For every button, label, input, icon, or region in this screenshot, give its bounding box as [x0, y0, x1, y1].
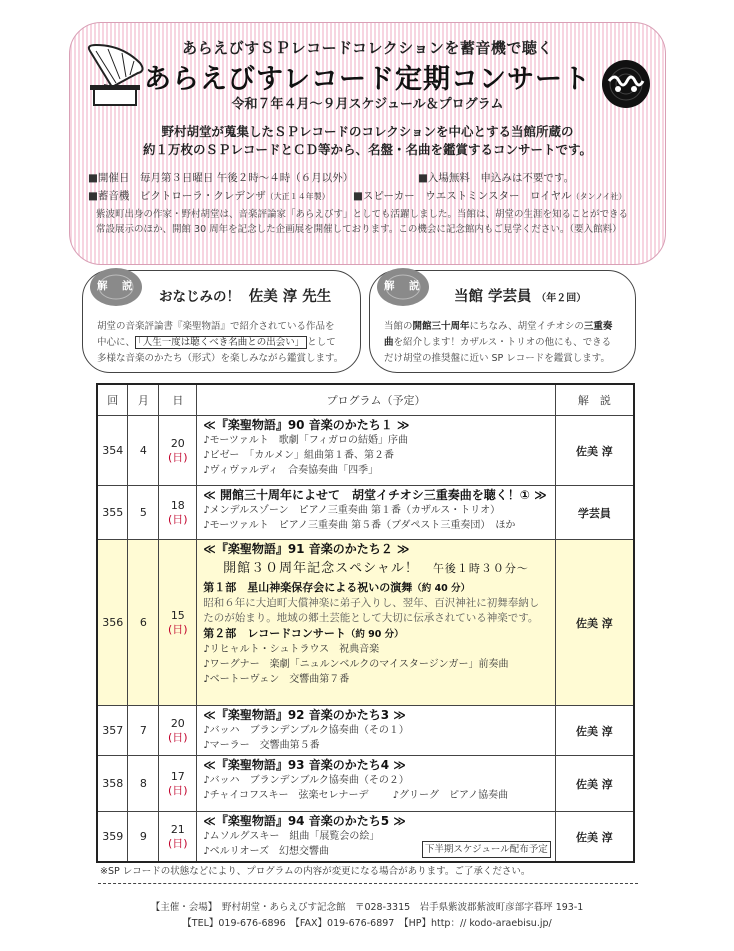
- row-month: 5: [128, 486, 159, 540]
- row-commentator: 佐美 淳: [555, 756, 634, 812]
- info-fee: ■入場無料 申込みは不要です。: [418, 172, 575, 184]
- header-month: 月: [128, 384, 159, 416]
- flyer-notice: 下半期スケジュール配布予定: [422, 841, 551, 858]
- commentary-badge: 解 説: [97, 280, 135, 292]
- weekday: (日): [168, 450, 188, 464]
- program-item: ♪バッハ ブランデンブルク協奏曲（その２）: [203, 775, 409, 786]
- concert-title: あらえびすレコード定期コンサート: [144, 64, 591, 95]
- desc-line-b: [384, 335, 623, 351]
- header-commentary: 解 説: [555, 384, 634, 416]
- row-month: 6: [128, 540, 159, 706]
- footnote: ※SP レコードの状態などにより、プログラムの内容が変更になる場合があります。ご了承ください。: [100, 866, 531, 877]
- table-row: [97, 812, 634, 863]
- lead-text: [110, 123, 625, 159]
- row-commentator: 佐美 淳: [555, 416, 634, 486]
- desc-b1: 中心に、: [97, 337, 136, 348]
- special-banner: [203, 561, 548, 576]
- row-program: [197, 416, 555, 486]
- day-number: 20: [170, 716, 185, 730]
- program-title: ≪『楽聖物語』90 音楽のかたち１ ≫: [203, 418, 410, 432]
- commentary-badge: 解 説: [384, 280, 422, 292]
- desc-b1: 曲: [384, 337, 394, 348]
- program-item: ♪ヴィヴァルディ 合奏協奏曲「四季」: [203, 465, 379, 476]
- desc-b2: を紹介します！カザルス・トリオの他にも、できる: [393, 337, 612, 348]
- table-row: [97, 416, 634, 486]
- program-item: ♪ビゼー 「カルメン」組曲第１番、第２番: [203, 450, 394, 461]
- name-prefix: おなじみの！: [159, 289, 240, 305]
- curator-frequency: （年２回）: [536, 293, 587, 304]
- program-item: ♪モーツァルト ピアノ三重奏曲 第５番（ブダペスト三重奏団） ほか: [203, 520, 516, 531]
- part1-desc: たのが始まり。地域の郷土芸能として大切に伝承されている神楽です。: [203, 612, 539, 624]
- lead-line-1: 野村胡堂が蒐集したＳＰレコードのコレクションを中心とする当館所蔵の: [161, 124, 574, 139]
- header-no: 回: [97, 384, 128, 416]
- desc-a1: 当館の: [384, 321, 413, 332]
- curator-title: 当館 学芸員: [454, 289, 532, 305]
- desc-line-c: 多様な音楽のかたち（形式）を楽しみながら鑑賞します。: [97, 353, 344, 364]
- row-no: 357: [97, 706, 128, 756]
- row-no: 354: [97, 416, 128, 486]
- table-row-special: [97, 540, 634, 706]
- row-month: 8: [128, 756, 159, 812]
- program-title: ≪『楽聖物語』94 音楽のかたち5 ≫: [203, 814, 406, 828]
- program-item: ♪バッハ ブランデンブルク協奏曲（その１）: [203, 725, 409, 736]
- row-day: [159, 416, 197, 486]
- contact-info: 【TEL】019-676-6896 【FAX】019-676-6897 【HP】http：// kodo-araebisu.jp/: [182, 918, 552, 929]
- row-day: [159, 486, 197, 540]
- desc-highlight: 「人生一度は聴くべき名曲との出会い」: [135, 336, 307, 349]
- row-day: [159, 540, 197, 706]
- row-program: [197, 812, 555, 863]
- host-info: 【主催・会場】 野村胡堂・あらえびす記念館 〒028-3315 岩手県紫波郡紫波町彦部字暮坪 193-1: [150, 902, 584, 913]
- day-number: 20: [170, 436, 185, 450]
- table-row: [97, 756, 634, 812]
- info-row-1: [88, 170, 575, 185]
- program-item: ♪ベートーヴェン 交響曲第７番: [203, 674, 350, 685]
- program-table: [96, 383, 635, 863]
- program-item: ♪ワーグナー 楽劇「ニュルンベルクのマイスタージンガー」前奏曲: [203, 659, 509, 670]
- program-item: ♪マーラー 交響曲第５番: [203, 740, 320, 751]
- info-speaker: ■スピーカー ウエストミンスター ロイヤル: [353, 190, 572, 202]
- special-label: 開館３０周年記念スペシャル！: [223, 561, 419, 576]
- program-title: ≪ 開館三十周年によせて 胡堂イチオシ三重奏曲を聴く！① ≫: [203, 488, 547, 502]
- table-row: [97, 486, 634, 540]
- museum-note: [96, 207, 647, 237]
- schedule-line: 令和７年４月～９月スケジュール＆プログラム: [231, 97, 504, 112]
- day-number: 21: [170, 822, 185, 836]
- row-month: 7: [128, 706, 159, 756]
- program-item-line: [203, 788, 548, 803]
- row-program: [197, 706, 555, 756]
- part-2: [203, 626, 548, 642]
- weekday: (日): [168, 730, 188, 744]
- weekday: (日): [168, 622, 188, 636]
- special-time: 午後１時３０分～: [432, 562, 529, 575]
- desc-b3: として: [307, 337, 336, 348]
- row-program: [197, 486, 555, 540]
- row-no: 355: [97, 486, 128, 540]
- program-item: ♪ムソルグスキー 組曲「展覧会の絵」: [203, 831, 380, 842]
- weekday: (日): [168, 836, 188, 850]
- program-item: ♪メンデルスゾーン ピアノ三重奏曲 第１番（カザルス・トリオ）: [203, 505, 501, 516]
- commentator-box-sami: [82, 270, 361, 373]
- desc-line-a: [384, 319, 623, 335]
- row-no: 359: [97, 812, 128, 863]
- row-no: 358: [97, 756, 128, 812]
- divider: [98, 883, 638, 884]
- row-commentator: 佐美 淳: [555, 706, 634, 756]
- row-no: 356: [97, 540, 128, 706]
- day-number: 15: [170, 608, 185, 622]
- row-commentator: 佐美 淳: [555, 812, 634, 863]
- row-day: [159, 812, 197, 863]
- weekday: (日): [168, 512, 188, 526]
- row-commentator: 佐美 淳: [555, 540, 634, 706]
- commentator-name: [159, 285, 331, 306]
- program-item: ♪リヒャルト・シュトラウス 祝典音楽: [203, 644, 380, 655]
- info-row-2: [88, 188, 627, 203]
- part-1: [203, 580, 548, 596]
- program-title: ≪『楽聖物語』93 音楽のかたち4 ≫: [203, 758, 406, 772]
- part2-title: 第２部 レコードコンサート: [203, 627, 346, 640]
- program-title: ≪『楽聖物語』92 音楽のかたち3 ≫: [203, 708, 406, 722]
- desc-a3: にちなみ、胡堂イチオシの: [469, 321, 584, 332]
- day-number: 18: [170, 498, 185, 512]
- curator-name: [454, 285, 586, 306]
- header-day: 日: [159, 384, 197, 416]
- part2-time: （約 90 分）: [345, 629, 404, 640]
- commentator-sami-name: 佐美 淳 先生: [248, 289, 332, 305]
- note-line-1: 紫波町出身の作家・野村胡堂は、音楽評論家「あらえびす」としても活躍しました。当館は、胡堂の生涯を知ることができる: [96, 209, 629, 220]
- table-row: [97, 706, 634, 756]
- info-gramophone: ■蓄音機 ビクトローラ・クレデンザ: [88, 190, 266, 202]
- sp-record-logo-icon: [601, 59, 651, 109]
- row-program: [197, 756, 555, 812]
- weekday: (日): [168, 783, 188, 797]
- concert-subtitle: あらえびすＳＰレコードコレクションを蓄音機で聴く: [182, 39, 553, 57]
- info-gramophone-year: （大正１４年製）: [265, 192, 330, 201]
- row-day: [159, 706, 197, 756]
- desc-line-a: 胡堂の音楽評論書『楽聖物語』で紹介されている作品を: [97, 321, 335, 332]
- program-item: ♪チャイコフスキー 弦楽セレナーデ: [203, 790, 369, 801]
- program-item: ♪ベルリオーズ 幻想交響曲: [203, 846, 330, 857]
- info-speaker-maker: （タンノイ社）: [571, 192, 627, 201]
- desc-a4: 三重奏: [583, 321, 613, 332]
- part1-time: （約 40 分）: [412, 583, 471, 594]
- row-program: [197, 540, 555, 706]
- program-item-extra: ♪グリーグ ピアノ協奏曲: [392, 790, 509, 801]
- header-program: プログラム（予定）: [197, 384, 555, 416]
- desc-a2: 開館三十周年: [412, 321, 470, 332]
- lead-line-2: 約１万枚のＳＰレコードとＣＤ等から、名盤・名曲を鑑賞するコンサートです。: [142, 142, 592, 157]
- info-date: ■開催日 毎月第３日曜日 午後２時～４時（６月以外）: [88, 172, 354, 184]
- row-month: 9: [128, 812, 159, 863]
- desc-line-c: だけ胡堂の推奨盤に近い SP レコードを鑑賞します。: [384, 353, 611, 364]
- program-title: ≪『楽聖物語』91 音楽のかたち２ ≫: [203, 542, 410, 556]
- note-line-2: 常設展示のほか、開館 30 周年を記念した企画展を開催しております。この機会に記念館内もご見学ください。（要入館料）: [96, 224, 622, 235]
- row-day: [159, 756, 197, 812]
- table-header-row: [97, 384, 634, 416]
- program-item: ♪モーツァルト 歌劇「フィガロの結婚」序曲: [203, 435, 408, 446]
- row-month: 4: [128, 416, 159, 486]
- desc-line-b: [97, 335, 348, 351]
- part1-desc: 昭和６年に大迫町大償神楽に弟子入りし、翌年、百沢神社に初舞奉納し: [203, 597, 540, 609]
- header-banner: [69, 22, 666, 265]
- part1-title: 第１部 星山神楽保存会による祝いの演舞: [203, 581, 413, 594]
- commentator-box-curator: [369, 270, 636, 373]
- commentator-desc: [97, 319, 348, 367]
- curator-desc: [384, 319, 623, 367]
- day-number: 17: [170, 769, 185, 783]
- row-commentator: 学芸員: [555, 486, 634, 540]
